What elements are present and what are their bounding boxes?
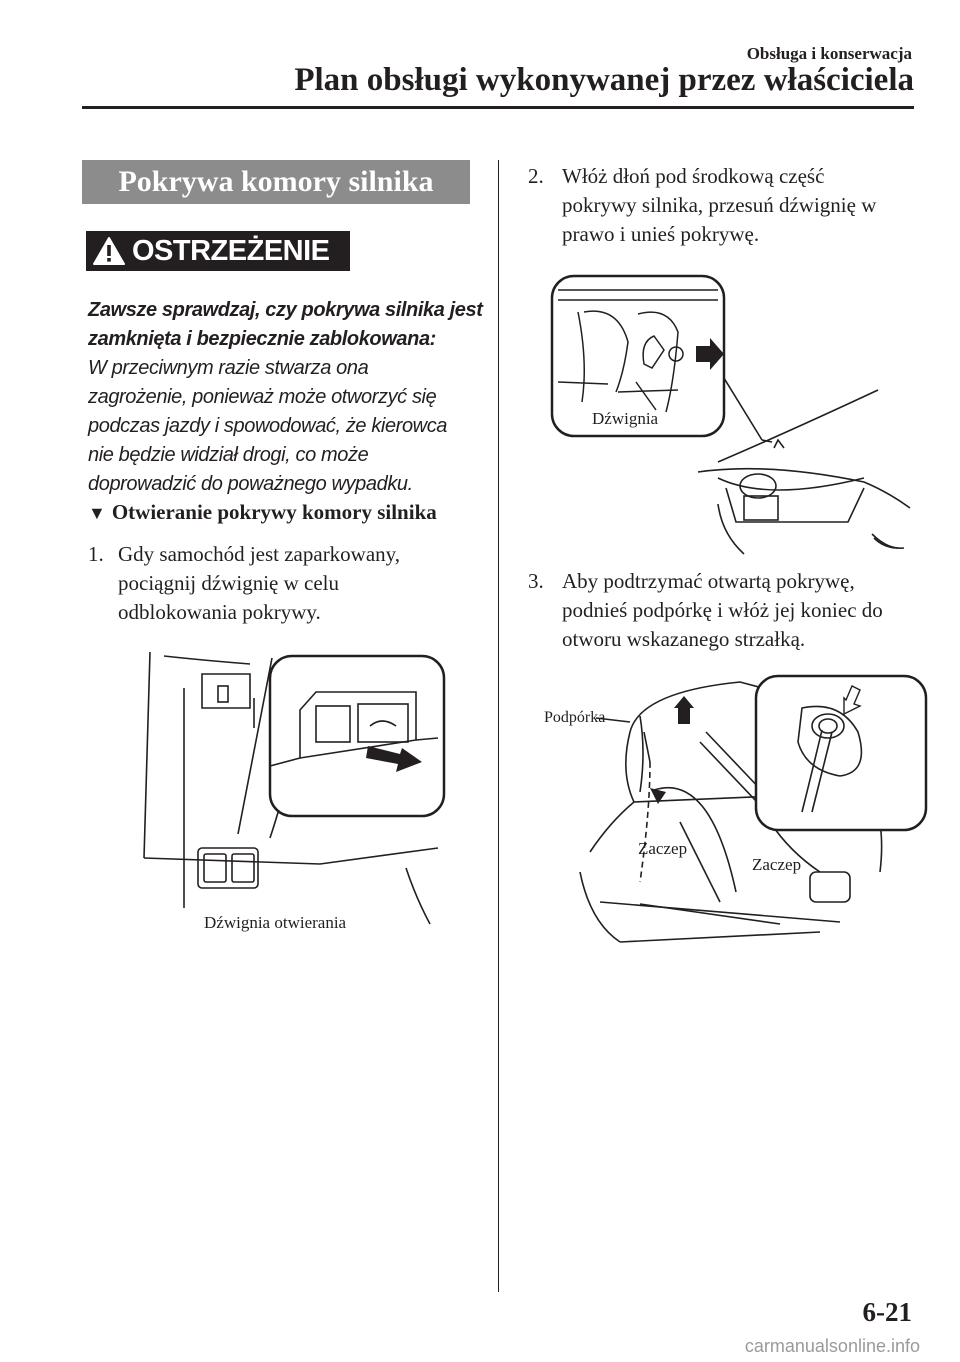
hood-lever-illustration bbox=[548, 272, 918, 564]
section-title: Pokrywa komory silnika bbox=[82, 160, 470, 204]
step-line: Włóż dłoń pod środkową część bbox=[562, 164, 825, 188]
hood-lever-caption: Dźwignia bbox=[592, 409, 659, 428]
step-line: odblokowania pokrywy. bbox=[118, 600, 321, 624]
down-triangle-icon: ▼ bbox=[88, 503, 106, 523]
step-line: Gdy samochód jest zaparkowany, bbox=[118, 542, 401, 566]
warning-line: doprowadzić do poważnego wypadku. bbox=[88, 473, 413, 495]
step-line: pokrywy silnika, przesuń dźwignię w bbox=[562, 193, 877, 217]
clip-label-2: Zaczep bbox=[752, 855, 802, 874]
warning-line: podczas jazdy i spowodować, że kierowca bbox=[88, 415, 448, 437]
warning-line: nie będzie widział drogi, co może bbox=[88, 444, 369, 466]
subheading: ▼ Otwieranie pokrywy komory silnika bbox=[88, 500, 437, 524]
step-line: otworu wskazanego strzałką. bbox=[562, 627, 806, 651]
step-number: 2. bbox=[528, 164, 544, 188]
column-divider bbox=[498, 160, 499, 1292]
step-number: 3. bbox=[528, 569, 544, 593]
step-line: prawo i unieś pokrywę. bbox=[562, 222, 760, 246]
release-lever-caption: Dźwignia otwierania bbox=[204, 913, 347, 932]
hood-prop-illustration bbox=[540, 672, 930, 962]
step-line: podnieś podpórkę i włóż jej koniec do bbox=[562, 598, 883, 622]
warning-bold-line: zamknięta i bezpiecznie zablokowana: bbox=[88, 328, 436, 350]
warning-bold-line: Zawsze sprawdzaj, czy pokrywa silnika jest bbox=[88, 299, 483, 321]
clip-label-1: Zaczep bbox=[638, 839, 688, 858]
page-title: Plan obsługi wykonywanej przez właściciela bbox=[294, 62, 914, 98]
prop-label: Podpórka bbox=[544, 709, 606, 726]
step-line: Aby podtrzymać otwartą pokrywę, bbox=[562, 569, 855, 593]
step-line: pociągnij dźwignię w celu bbox=[118, 571, 340, 595]
chapter-title: Obsługa i konserwacja bbox=[746, 44, 912, 63]
step-number: 1. bbox=[88, 542, 104, 566]
page-number: 6-21 bbox=[862, 1297, 912, 1327]
release-lever-illustration bbox=[140, 648, 450, 938]
warning-triangle-icon bbox=[92, 236, 126, 266]
watermark: carmanualsonline.info bbox=[744, 1336, 920, 1356]
warning-label: OSTRZEŻENIE bbox=[86, 231, 350, 271]
warning-line: zagrożenie, ponieważ może otworzyć się bbox=[88, 386, 437, 408]
step-1 bbox=[88, 540, 488, 630]
warning-body bbox=[88, 296, 488, 499]
header-rule bbox=[82, 106, 914, 109]
warning-line: W przeciwnym razie stwarza ona bbox=[88, 357, 369, 379]
step-2 bbox=[528, 162, 948, 252]
step-3 bbox=[528, 567, 948, 657]
